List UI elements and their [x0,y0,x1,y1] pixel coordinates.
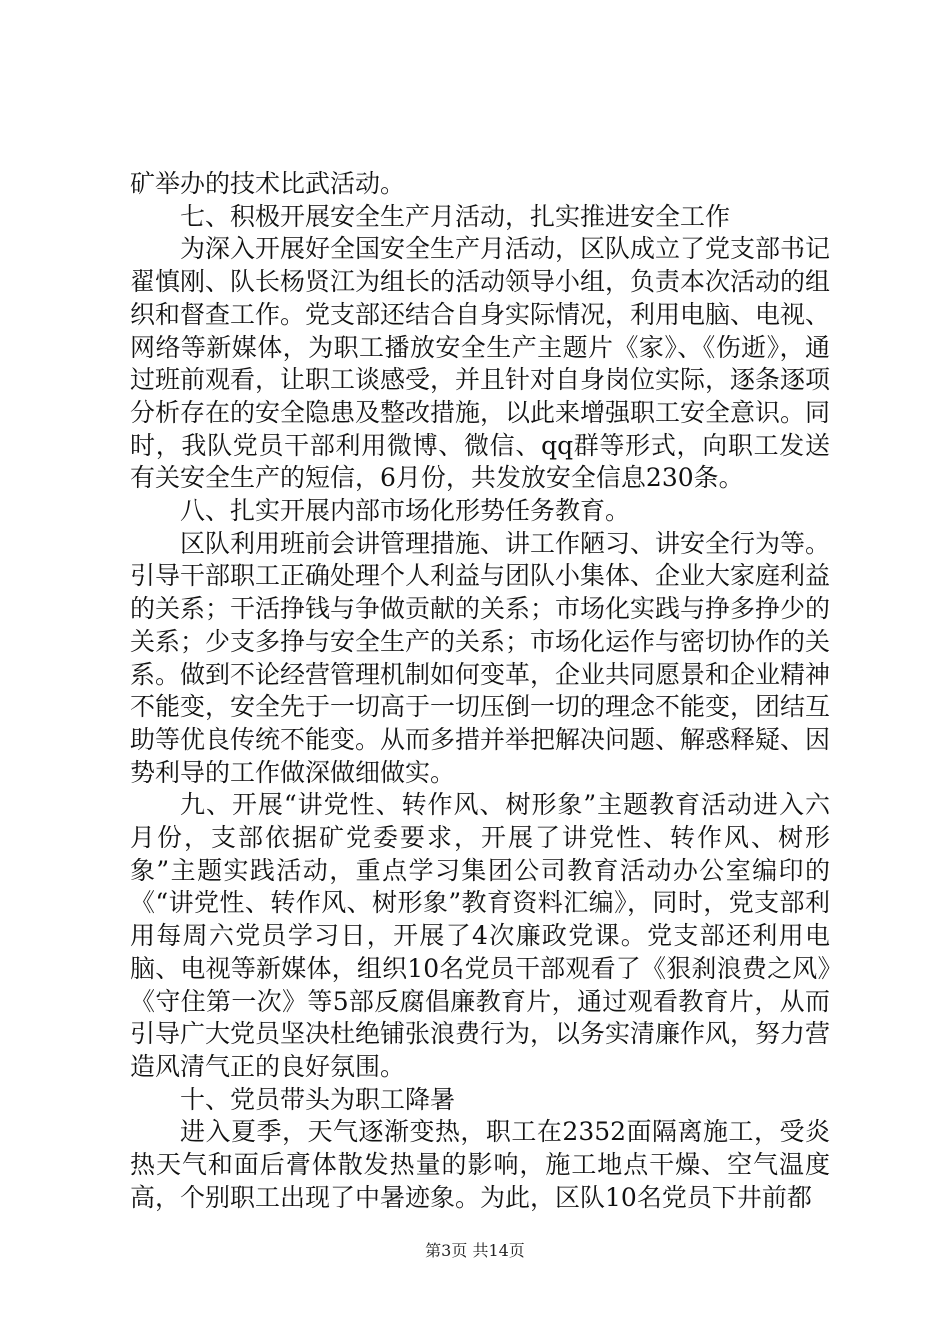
paragraph-safety-month: 为深入开展好全国安全生产月活动，区队成立了党支部书记翟慎刚、队长杨贤江为组长的活动领导小组，负责本次活动的组织和督查工作。党支部还结合自身实际情况，利用电脑、电视、网络等新媒体，为职工播放安全生产主题片《家》、《伤逝》，通过班前观看，让职工谈感受，并且针对自身岗位实际，逐条逐项分析存在的安全隐患及整改措施，以此来增强职工安全意识。同时，我队党员干部利用微博、微信、qq群等形式，向职工发送有关安全生产的短信，6月份，共发放安全信息230条。 [130,234,831,493]
section-heading-ten: 十、党员带头为职工降暑 [180,1084,456,1114]
section-heading-eight: 八、扎实开展内部市场化形势任务教育。 [180,496,631,526]
paragraph-party-education: 九、开展“讲党性、转作风、树形象”主题教育活动进入六月份，支部依据矿党委要求，开展了讲党性、转作风、树形象”主题实践活动，重点学习集团公司教育活动办公室编印的《“讲党性、转作风、树形象”教育资料汇编》，同时，党支部利用每周六党员学习日，开展了4次廉政党课。党支部还利用电脑、电视等新媒体，组织10名党员干部观看了《狠刹浪费之风》《守住第一次》等5部反腐倡廉教育片，通过观看教育片，从而引导广大党员坚决杜绝铺张浪费行为，以务实清廉作风，努力营造风清气正的良好氛围。 [130,790,831,1081]
paragraph-market-education: 区队利用班前会讲管理措施、讲工作陋习、讲安全行为等。引导干部职工正确处理个人利益与团队小集体、企业大家庭利益的关系；干活挣钱与争做贡献的关系；市场化实践与挣多挣少的关系；少支多挣与安全生产的关系；市场化运作与密切协作的关系。做到不论经营管理机制如何变革，企业共同愿景和企业精神不能变，安全先于一切高于一切压倒一切的理念不能变，团结互助等优良传统不能变。从而多措并举把解决问题、解惑释疑、因势利导的工作做深做细做实。 [130,528,831,787]
paragraph-summer-cooling: 进入夏季，天气逐渐变热，职工在2352面隔离施工，受炎热天气和面后膏体散发热量的影响，施工地点干燥、空气温度高，个别职工出现了中暑迹象。为此，区队10名党员下井前都 [130,1117,830,1212]
page-number-footer: 第3页 共14页 [425,1241,525,1260]
paragraph-continuation: 矿举办的技术比武活动。 [130,169,406,198]
section-heading-seven: 七、积极开展安全生产月活动，扎实推进安全工作 [180,201,731,231]
document-body [130,168,830,1215]
